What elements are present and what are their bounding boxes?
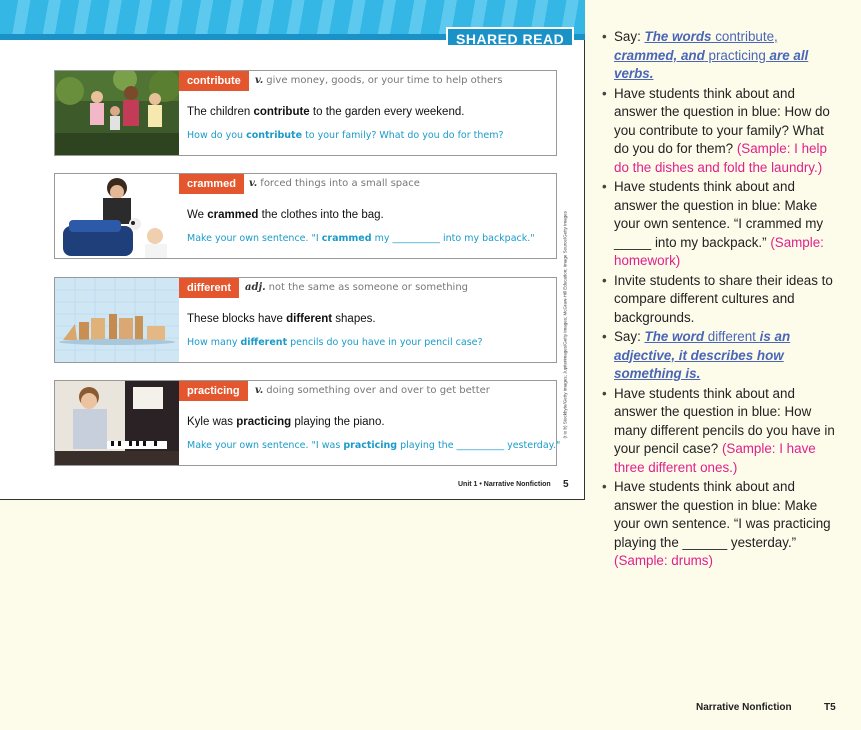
part-of-speech: adj.	[245, 282, 266, 293]
definition-text: doing something over and over to get better	[266, 385, 490, 396]
sample-answer: (Sample: homework)	[614, 234, 824, 268]
vocab-card-contribute	[54, 70, 557, 156]
word-tag: crammed	[179, 174, 244, 194]
example-sentence	[187, 209, 384, 221]
part-of-speech: v.	[255, 385, 264, 396]
student-page	[0, 0, 585, 500]
note-text: Have students think about and answer the question in blue: Make your own sentence. “I crammed my _____ into my backpack.”	[614, 179, 824, 250]
vocab-card-crammed	[54, 173, 557, 259]
teacher-notes	[600, 28, 836, 572]
blue-question	[187, 233, 535, 244]
note-question-practicing	[600, 478, 836, 571]
photo-credits	[559, 211, 571, 442]
photo-children-garden	[55, 71, 179, 155]
question-word: practicing	[343, 440, 398, 451]
question-end: to your family? What do you do for them?	[302, 130, 504, 141]
definition	[249, 178, 420, 189]
definition-text: not the same as someone or something	[268, 282, 469, 293]
definition	[245, 282, 468, 293]
definition-text: give money, goods, or your time to help others	[266, 75, 503, 86]
definition	[255, 75, 503, 86]
note-text: Invite students to share their ideas to compare different cultures and backgrounds.	[614, 272, 833, 325]
sentence-word: contribute	[253, 106, 310, 118]
word-tag: practicing	[179, 381, 248, 401]
blue-question	[187, 130, 504, 141]
part-of-speech: v.	[249, 178, 258, 189]
definition-text: forced things into a small space	[260, 178, 420, 189]
question-start: Make your own sentence. "I	[187, 233, 322, 244]
sentence-word: different	[286, 313, 333, 325]
say-lead: Say:	[614, 29, 645, 44]
blue-question	[187, 337, 483, 348]
part-of-speech: v.	[255, 75, 264, 86]
sample-answer: (Sample: I help do the dishes and fold the laundry.)	[614, 141, 827, 175]
photo-packing-bag	[55, 174, 179, 258]
sample-answer: (Sample: drums)	[614, 553, 713, 568]
photo-wooden-blocks	[55, 278, 179, 362]
note-text: Have students think about and answer the question in blue: How do you contribute to your family? What do you do for them?	[614, 85, 830, 156]
question-end: pencils do you have in your pencil case?	[287, 337, 483, 348]
definition	[255, 385, 490, 396]
sentence-start: We	[187, 209, 208, 221]
sample-answer: (Sample: I have three different ones.)	[614, 441, 816, 475]
note-say-adjective	[600, 328, 836, 384]
question-start: How do you	[187, 130, 247, 141]
example-sentence	[187, 416, 385, 428]
say-word: practicing	[704, 47, 770, 63]
note-invite-share	[600, 272, 836, 328]
say-word: contribute,	[711, 29, 778, 44]
say-part: The word	[644, 329, 705, 344]
example-sentence	[187, 106, 464, 118]
question-word: contribute	[246, 130, 303, 141]
student-page-number: 5	[563, 479, 569, 490]
question-end: my __________ into my backpack."	[371, 233, 535, 244]
question-start: Make your own sentence. "I was	[187, 440, 344, 451]
note-question-different	[600, 385, 836, 478]
teacher-page-number: T5	[824, 702, 836, 713]
say-part: crammed, and	[614, 47, 705, 63]
say-word: different	[704, 329, 760, 344]
sentence-end: to the garden every weekend.	[309, 106, 465, 118]
sentence-end: playing the piano.	[291, 416, 385, 428]
note-say-verbs	[600, 28, 836, 84]
shared-read-banner: SHARED READ	[446, 27, 574, 47]
teacher-footer-label: Narrative Nonfiction	[696, 702, 792, 713]
note-question-crammed	[600, 178, 836, 271]
example-sentence	[187, 313, 376, 325]
vocab-card-different	[54, 277, 557, 363]
packing-image	[55, 174, 179, 258]
say-lead: Say:	[614, 329, 645, 344]
sentence-start: These blocks have	[187, 313, 287, 325]
sentence-end: the clothes into the bag.	[258, 209, 384, 221]
sentence-start: Kyle was	[187, 416, 237, 428]
blue-question	[187, 440, 560, 451]
say-part: are all verbs.	[614, 47, 809, 81]
question-end: playing the __________ yesterday."	[397, 440, 561, 451]
note-question-contribute	[600, 85, 836, 178]
question-start: How many	[187, 337, 241, 348]
word-tag: contribute	[179, 71, 249, 91]
photo-credits-text: (t to b) Stockbyte/Getty Images; Jupiterimages/Getty Images; McGraw-Hill Education; Image Source/Getty Images	[562, 211, 568, 439]
note-text: Have students think about and answer the question in blue: How many different pencils do you have in your pencil case?	[614, 385, 835, 456]
question-word: crammed	[321, 233, 372, 244]
piano-image	[55, 381, 179, 465]
sentence-start: The children	[187, 106, 254, 118]
question-word: different	[240, 337, 288, 348]
blocks-image	[55, 278, 179, 362]
vocab-card-practicing	[54, 380, 561, 466]
sentence-word: crammed	[207, 209, 259, 221]
sentence-word: practicing	[236, 416, 292, 428]
garden-image	[55, 71, 179, 155]
student-footer-label: Unit 1 • Narrative Nonfiction	[458, 481, 551, 488]
say-part: The words	[644, 29, 712, 44]
photo-boy-piano	[55, 381, 179, 465]
sentence-end: shapes.	[332, 313, 376, 325]
note-text: Have students think about and answer the question in blue: Make your own sentence. “I was practicing playing the ______ yesterday.”	[614, 479, 831, 550]
word-tag: different	[179, 278, 239, 298]
say-part: is an adjective, it describes how something is.	[614, 329, 791, 381]
